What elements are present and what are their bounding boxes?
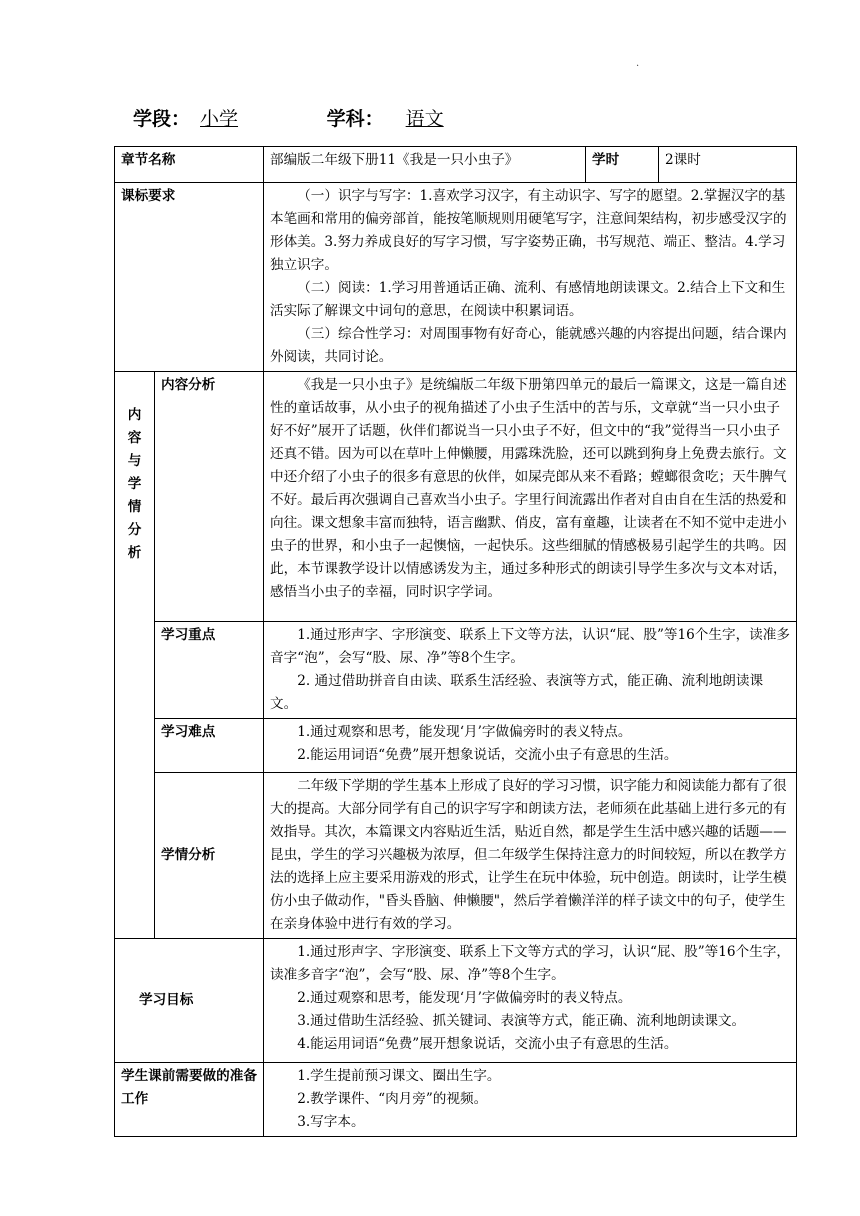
document-header bbox=[133, 104, 480, 131]
content-analysis-row bbox=[115, 372, 797, 622]
goals-content bbox=[264, 939, 797, 1063]
prep-item: 2.教学课件、“肉月旁”的视频。 bbox=[297, 1091, 488, 1107]
content-label: 内容分析 bbox=[155, 372, 264, 622]
goal-item: 1.通过形声字、字形演变、联系上下文等方式的学习，认识“屁、股”等16个生字，读准多音字“泡”，会写“股、尿、净”等8个生字。 bbox=[270, 944, 790, 983]
goal-item: 2.通过观察和思考，能发现‘月’字做偏旁时的表义特点。 bbox=[297, 990, 632, 1006]
prep-item: 1.学生提前预习课文、圈出生字。 bbox=[297, 1068, 501, 1084]
content-text-cell bbox=[264, 372, 797, 622]
content-text: 《我是一只小虫子》是统编版二年级下册第四单元的最后一篇课文，这是一篇自述性的童话故事，从小虫子的视角描述了小虫子生活中的苦与乐，文章就“当一只小虫子好不好”展开了话题，伙伴们都说当一只小虫子不好，但文中的“我”觉得当一只小虫子还真不错。因为可以在草叶上伸懒腰，用露珠洗脸，还可以跳到狗身上免费去旅行。文中还介绍了小虫子的很多有意思的伙伴，如屎壳郎从来不看路；螳螂很贪吃；天牛脾气不好。最后再次强调自己喜欢当小虫子。字里行间流露出作者对自由自在生活的热爱和向往。课文想象丰富而独特，语言幽默、俏皮，富有童趣，让读者在不知不觉中走进小虫子的世界，和小虫子一起懊恼，一起快乐。这些细腻的情感极易引起学生的共鸣。因此，本节课教学设计以情感诱发为主，通过多种形式的朗读引导学生多次与文本对话，感悟当小虫子的幸福，同时识字学词。 bbox=[270, 377, 787, 600]
difficulty-content bbox=[264, 719, 797, 773]
key-item: 1.通过形声字、字形演变、联系上下文等方法，认识“屁、股”等16个生字，读准多音字“泡”，会写“股、尿、净”等8个生字。 bbox=[270, 627, 790, 666]
key-content bbox=[264, 622, 797, 719]
lesson-plan-table bbox=[114, 146, 797, 1137]
subject-value: 语文 bbox=[405, 108, 444, 130]
curriculum-row bbox=[115, 183, 797, 372]
student-analysis-row bbox=[115, 773, 797, 939]
goal-item: 4.能运用词语“免费”展开想象说话，交流小虫子有意思的生活。 bbox=[297, 1036, 678, 1052]
hours-label: 学时 bbox=[586, 147, 659, 183]
chapter-value: 部编版二年级下册11《我是一只小虫子》 bbox=[264, 147, 586, 183]
difficulty-row bbox=[115, 719, 797, 773]
prep-content bbox=[264, 1063, 797, 1137]
hours-value: 2课时 bbox=[659, 147, 797, 183]
prep-item: 3.写字本。 bbox=[297, 1114, 365, 1130]
section-label: 内 容 与 学 情 分 析 bbox=[127, 407, 142, 561]
chapter-label: 章节名称 bbox=[115, 147, 264, 183]
chapter-row bbox=[115, 147, 797, 183]
subject-label: 学科： bbox=[326, 108, 384, 130]
key-item: 2. 通过借助拼音自由读、联系生活经验、表演等方式，能正确、流利地朗读课文。 bbox=[270, 673, 764, 712]
page-dot: . bbox=[636, 58, 640, 69]
goals-row bbox=[115, 939, 797, 1063]
difficulty-item: 1.通过观察和思考，能发现‘月’字做偏旁时的表义特点。 bbox=[297, 724, 632, 740]
preparation-row bbox=[115, 1063, 797, 1137]
goal-item: 3.通过借助生活经验、抓关键词、表演等方式，能正确、流利地朗读课文。 bbox=[297, 1013, 746, 1029]
curriculum-label: 课标要求 bbox=[115, 183, 264, 372]
goals-label: 学习目标 bbox=[115, 939, 264, 1063]
difficulty-label: 学习难点 bbox=[155, 719, 264, 773]
key-label: 学习重点 bbox=[155, 622, 264, 719]
curriculum-para: （二）阅读：1.学习用普通话正确、流利、有感情地朗读课文。2.结合上下文和生活实际了解课文中词句的意思，在阅读中积累词语。 bbox=[270, 280, 786, 319]
stage-value: 小学 bbox=[200, 108, 239, 130]
key-points-row bbox=[115, 622, 797, 719]
student-text: 二年级下学期的学生基本上形成了良好的学习习惯，识字能力和阅读能力都有了很大的提高。大部分同学有自己的识字写字和朗读方法，老师须在此基础上进行多元的有效指导。其次，本篇课文内容贴近生活，贴近自然，都是学生生活中感兴趣的话题——昆虫，学生的学习兴趣极为浓厚，但二年级学生保持注意力的时间较短，所以在教学方法的选择上应主要采用游戏的形式，让学生在玩中体验，玩中创造。朗读时，让学生模仿小虫子做动作，"昏头昏脑、伸懒腰"，然后学着懒洋洋的样子读文中的句子，使学生在亲身体验中进行有效的学习。 bbox=[270, 778, 787, 932]
curriculum-content bbox=[264, 183, 797, 372]
curriculum-para: （一）识字与写字：1.喜欢学习汉字，有主动识字、写字的愿望。2.掌握汉字的基本笔画和常用的偏旁部首，能按笔顺规则用硬笔写字，注意间架结构，初步感受汉字的形体美。3.努力养成良好的写字习惯，写字姿势正确，书写规范、端正、整洁。4.学习独立识字。 bbox=[270, 188, 787, 273]
student-content bbox=[264, 773, 797, 939]
curriculum-para: （三）综合性学习：对周围事物有好奇心，能就感兴趣的内容提出问题，结合课内外阅读，共同讨论。 bbox=[270, 326, 787, 365]
difficulty-item: 2.能运用词语“免费”展开想象说话，交流小虫子有意思的生活。 bbox=[297, 747, 678, 763]
prep-label: 学生课前需要做的准备工作 bbox=[115, 1063, 264, 1137]
section-label-vertical bbox=[115, 372, 155, 939]
stage-label: 学段： bbox=[133, 108, 191, 130]
student-label: 学情分析 bbox=[155, 773, 264, 939]
